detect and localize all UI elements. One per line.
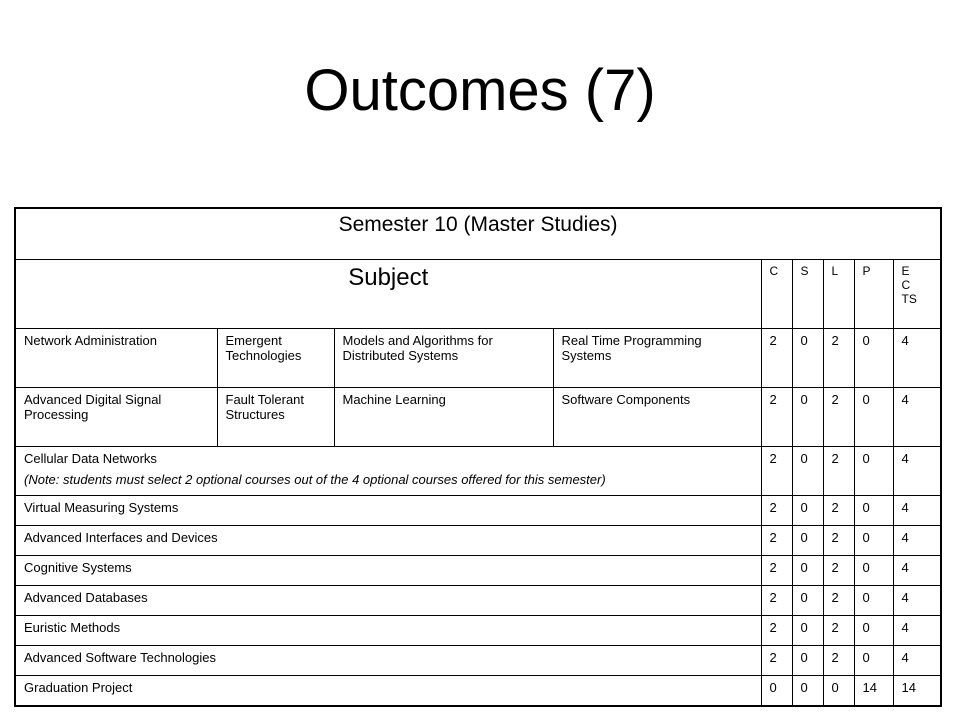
table-row (15, 329, 941, 388)
value-l: 2 (823, 526, 854, 556)
subject-cell: Models and Algorithms for Distributed Systems (334, 329, 553, 388)
value-l: 0 (823, 676, 854, 707)
value-ects: 4 (893, 526, 941, 556)
table-row (15, 556, 941, 586)
column-header-ects: E C TS (893, 260, 941, 329)
table-row (15, 388, 941, 447)
value-p: 0 (854, 329, 893, 388)
value-s: 0 (792, 676, 823, 707)
subject-cell: Advanced Databases (15, 586, 761, 616)
value-c: 2 (761, 646, 792, 676)
value-l: 2 (823, 616, 854, 646)
value-p: 0 (854, 616, 893, 646)
table-row (15, 676, 941, 707)
selection-note: (Note: students must select 2 optional courses out of the 4 optional courses offered for this semester) (24, 472, 606, 487)
value-l: 2 (823, 586, 854, 616)
value-c: 2 (761, 496, 792, 526)
value-p: 0 (854, 526, 893, 556)
column-header-row (15, 260, 941, 329)
column-header-s: S (792, 260, 823, 329)
value-p: 0 (854, 496, 893, 526)
subject-cell: Graduation Project (15, 676, 761, 707)
value-p: 0 (854, 447, 893, 496)
value-p: 0 (854, 586, 893, 616)
value-c: 2 (761, 556, 792, 586)
value-ects: 4 (893, 646, 941, 676)
value-ects: 4 (893, 447, 941, 496)
value-l: 2 (823, 556, 854, 586)
value-s: 0 (792, 526, 823, 556)
value-c: 2 (761, 616, 792, 646)
value-l: 2 (823, 447, 854, 496)
value-s: 0 (792, 329, 823, 388)
subject-cell: Machine Learning (334, 388, 553, 447)
subject-cell: Real Time Programming Systems (553, 329, 761, 388)
value-s: 0 (792, 496, 823, 526)
value-ects: 4 (893, 616, 941, 646)
value-s: 0 (792, 388, 823, 447)
value-l: 2 (823, 646, 854, 676)
value-l: 2 (823, 496, 854, 526)
subject-name: Cellular Data Networks (24, 451, 157, 466)
semester-heading: Semester 10 (Master Studies) (15, 208, 941, 260)
column-header-c: C (761, 260, 792, 329)
value-s: 0 (792, 646, 823, 676)
subject-cell: Software Components (553, 388, 761, 447)
subject-cell: Emergent Technologies (217, 329, 334, 388)
value-ects: 14 (893, 676, 941, 707)
subject-cell: Virtual Measuring Systems (15, 496, 761, 526)
value-ects: 4 (893, 388, 941, 447)
column-header-p: P (854, 260, 893, 329)
value-s: 0 (792, 556, 823, 586)
table-row (15, 496, 941, 526)
table-row (15, 616, 941, 646)
value-p: 0 (854, 646, 893, 676)
value-p: 0 (854, 556, 893, 586)
value-l: 2 (823, 388, 854, 447)
value-c: 2 (761, 526, 792, 556)
value-ects: 4 (893, 586, 941, 616)
semester-heading-row (15, 208, 941, 260)
subject-cell: Advanced Software Technologies (15, 646, 761, 676)
value-p: 0 (854, 388, 893, 447)
table-row (15, 586, 941, 616)
value-c: 2 (761, 388, 792, 447)
subject-cell: Advanced Interfaces and Devices (15, 526, 761, 556)
table-row (15, 646, 941, 676)
value-c: 0 (761, 676, 792, 707)
subject-cell: Network Administration (15, 329, 217, 388)
slide-title: Outcomes (7) (304, 58, 656, 123)
subject-cell: Advanced Digital Signal Processing (15, 388, 217, 447)
value-l: 2 (823, 329, 854, 388)
table-row (15, 526, 941, 556)
curriculum-table (14, 207, 942, 707)
subject-cell: Cognitive Systems (15, 556, 761, 586)
value-s: 0 (792, 586, 823, 616)
value-ects: 4 (893, 496, 941, 526)
value-p: 14 (854, 676, 893, 707)
value-ects: 4 (893, 556, 941, 586)
table-row-note (15, 447, 941, 496)
value-c: 2 (761, 586, 792, 616)
value-c: 2 (761, 447, 792, 496)
subject-heading: Subject (15, 260, 761, 329)
subject-cell: Fault Tolerant Structures (217, 388, 334, 447)
value-c: 2 (761, 329, 792, 388)
subject-cell (15, 447, 761, 496)
value-s: 0 (792, 447, 823, 496)
column-header-l: L (823, 260, 854, 329)
value-s: 0 (792, 616, 823, 646)
subject-cell: Euristic Methods (15, 616, 761, 646)
value-ects: 4 (893, 329, 941, 388)
